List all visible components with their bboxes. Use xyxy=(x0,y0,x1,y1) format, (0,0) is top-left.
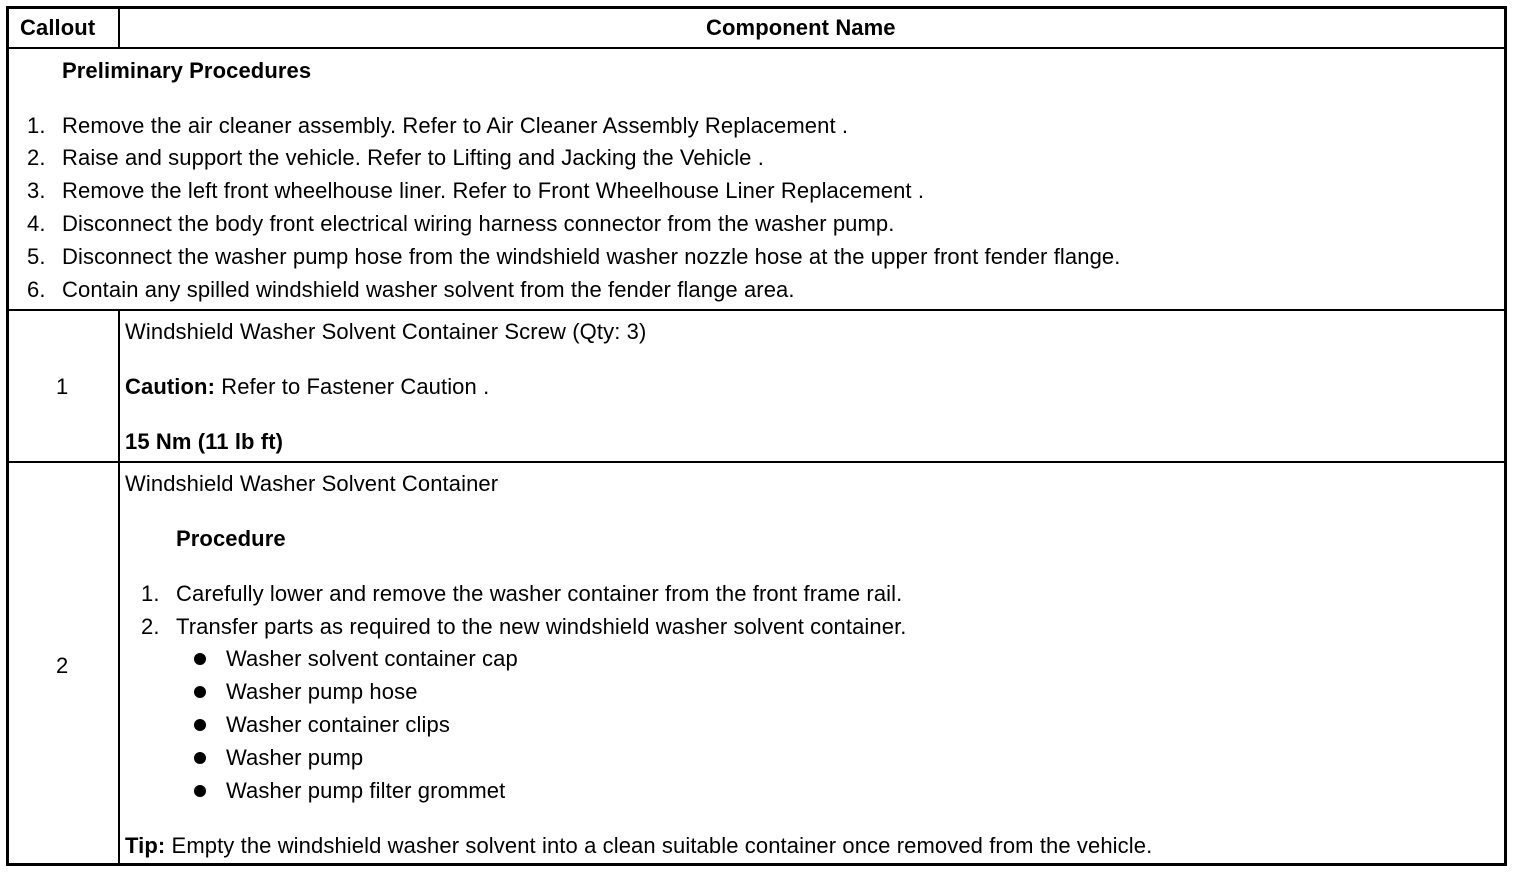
header-divider xyxy=(6,47,1507,49)
prelim-step-num: 5. xyxy=(27,244,46,269)
prelim-step-num: 3. xyxy=(27,178,46,203)
bullet-icon xyxy=(194,719,206,731)
procedure-step-text: Transfer parts as required to the new windshield washer solvent container. xyxy=(176,614,907,639)
prelim-step-text: Raise and support the vehicle. Refer to Lifting and Jacking the Vehicle . xyxy=(62,145,764,170)
procedure-step-num: 2. xyxy=(141,614,160,639)
prelim-step-text: Contain any spilled windshield washer solvent from the fender flange area. xyxy=(62,277,795,302)
bullet-item: Washer pump xyxy=(226,745,364,770)
caution-text: Refer to Fastener Caution . xyxy=(215,374,490,399)
bullet-item: Washer solvent container cap xyxy=(226,646,518,671)
bullet-icon xyxy=(194,785,206,797)
bullet-icon xyxy=(194,686,206,698)
bullet-item: Washer pump hose xyxy=(226,679,418,704)
row-1-callout: 1 xyxy=(56,374,69,399)
procedure-title: Procedure xyxy=(176,526,286,551)
row-1-name: Windshield Washer Solvent Container Screw (Qty: 3) xyxy=(125,319,647,344)
prelim-step-num: 2. xyxy=(27,145,46,170)
bullet-icon xyxy=(194,752,206,764)
prelim-step-text: Disconnect the body front electrical wiring harness connector from the washer pump. xyxy=(62,211,895,236)
prelim-step-num: 4. xyxy=(27,211,46,236)
row-1-divider xyxy=(6,461,1507,463)
header-column-divider xyxy=(118,6,120,48)
header-component-name: Component Name xyxy=(706,15,896,40)
tip-label: Tip: xyxy=(125,833,166,858)
prelim-step-num: 6. xyxy=(27,277,46,302)
row-1-torque: 15 Nm (11 lb ft) xyxy=(125,429,284,454)
prelim-step-text: Disconnect the washer pump hose from the windshield washer nozzle hose at the upper front fender flange. xyxy=(62,244,1121,269)
row-1-caution xyxy=(125,374,489,400)
tip-text: Empty the windshield washer solvent into a clean suitable container once removed from the vehicle. xyxy=(165,833,1153,858)
prelim-step-text: Remove the left front wheelhouse liner. Refer to Front Wheelhouse Liner Replacement . xyxy=(62,178,925,203)
bullet-icon xyxy=(194,653,206,665)
row-2-tip xyxy=(125,833,1152,859)
prelim-step-num: 1. xyxy=(27,113,46,138)
preliminary-title: Preliminary Procedures xyxy=(62,58,312,83)
procedure-step-text: Carefully lower and remove the washer container from the front frame rail. xyxy=(176,581,903,606)
header-callout: Callout xyxy=(20,15,96,40)
row-2-callout: 2 xyxy=(56,653,69,678)
bullet-item: Washer container clips xyxy=(226,712,450,737)
procedure-step-num: 1. xyxy=(141,581,160,606)
row-2-name: Windshield Washer Solvent Container xyxy=(125,471,499,496)
body-column-divider xyxy=(118,309,120,866)
prelim-step-text: Remove the air cleaner assembly. Refer to Air Cleaner Assembly Replacement . xyxy=(62,113,849,138)
preliminary-divider xyxy=(6,309,1507,311)
bullet-item: Washer pump filter grommet xyxy=(226,778,506,803)
caution-label: Caution: xyxy=(125,374,216,399)
